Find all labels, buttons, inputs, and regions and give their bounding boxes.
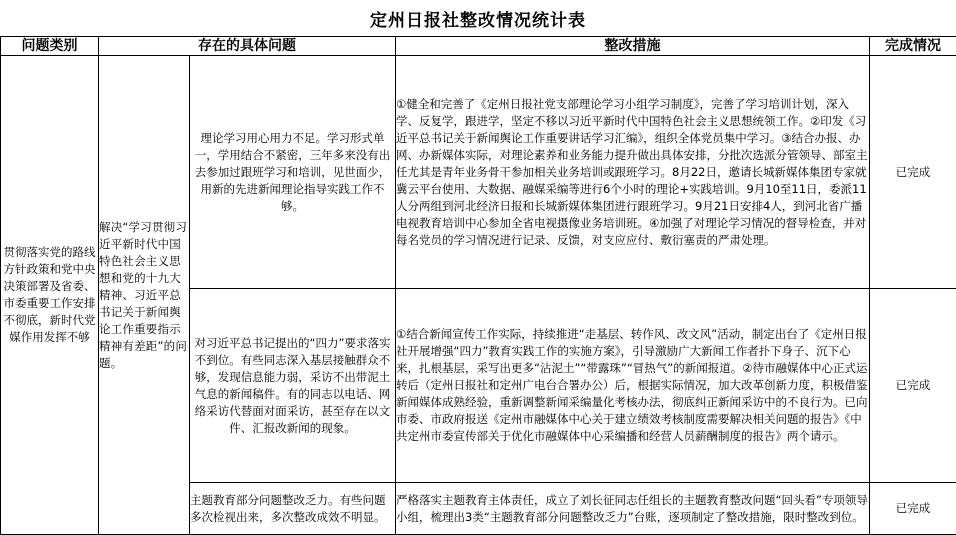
measures-cell: 严格落实主题教育主体责任，成立了刘长征同志任组长的主题教育整改问题“回头看”专项领导小组，梳理出3类“主题教育部分问题整改乏力”台账，逐项制定了整改措施，限时整改到位。 bbox=[396, 483, 870, 535]
problem-cell: 理论学习用心用力不足。学习形式单一，学用结合不紧密，三年多来没有出去参加过跟班学习和培训，见世面少，用新的先进新闻理论指导实践工作不够。 bbox=[190, 56, 396, 289]
category-cell: 贯彻落实党的路线方针政策和党中央决策部署及省委、市委重要工作安排不彻底，新时代党媒作用发挥不够 bbox=[1, 56, 99, 535]
table-row bbox=[1, 56, 956, 289]
measures-cell: ①结合新闻宣传工作实际，持续推进“走基层、转作风、改文风”活动，制定出台了《定州日报社开展增强“四力”教育实践工作的实施方案》，引导激励广大新闻工作者扑下身子、沉下心来，扎根基层，采写出更多“沾泥土”“带露珠”“冒热气”的新闻报道。②待市融媒体中心正式运转后（定州日报社和定州广电台合署办公）后，根据实际情况，加大改革创新力度，积极借鉴新闻媒体成熟经验，重新调整新闻采编量化考核办法，彻底纠正新闻采访中的不良行为。已向市委、市政府报送《定州市融媒体中心关于建立绩效考核制度需要解决相关问题的报告》《中共定州市委宣传部关于优化市融媒体中心采编播和经营人员薪酬制度的报告》两个请示。 bbox=[396, 289, 870, 483]
measures-cell: ①健全和完善了《定州日报社党支部理论学习小组学习制度》，完善了学习培训计划，深入学、反复学，跟进学，坚定不移以习近平新时代中国特色社会主义思想统领工作。②印发《习近平总书记关于新闻舆论工作重要讲话学习汇编》，组织全体党员集中学习。③结合办报、办网、办新媒体实际，对理论素养和业务能力提升做出具体安排，分批次选派分管领导、部室主任尤其是青年业务骨干参加相关业务培训或跟班学习。8月22日，邀请长城新媒体集团专家就冀云平台使用、大数据、融媒采编等进行6个小时的理论+实践培训。9月10至11日，委派11人分两组到河北经济日报和长城新媒体集团进行跟班学习。9月21日安排4人，到河北省广播电视教育培训中心参加全省电视摄像业务培训班。④加强了对理论学习情况的督导检查，并对每名党员的学习情况进行记录、反馈，对支应应付、敷衍塞责的严肃处理。 bbox=[396, 56, 870, 289]
status-cell: 已完成 bbox=[870, 289, 956, 483]
header-measures: 整改措施 bbox=[396, 37, 870, 56]
status-cell: 已完成 bbox=[870, 483, 956, 535]
status-cell: 已完成 bbox=[870, 56, 956, 289]
rectification-table bbox=[0, 36, 956, 535]
report-title: 定州日报社整改情况统计表 bbox=[0, 0, 956, 36]
header-category: 问题类别 bbox=[1, 37, 99, 56]
header-row bbox=[1, 37, 956, 56]
header-status: 完成情况 bbox=[870, 37, 956, 56]
subcategory-cell: 解决“学习贯彻习近平新时代中国特色社会主义思想和党的十九大精神、习近平总书记关于新闻舆论工作重要指示精神有差距”的问题。 bbox=[99, 56, 190, 535]
problem-cell: 主题教育部分问题整改乏力。有些问题多次检视出来，多次整改成效不明显。 bbox=[190, 483, 396, 535]
problem-cell: 对习近平总书记提出的“四力”要求落实不到位。有些同志深入基层接触群众不够，发现信息能力弱，采访不出带泥土气息的新闻稿件。有的同志以电话、网络采访代替面对面采访，甚至存在以文件、汇报改新闻的现象。 bbox=[190, 289, 396, 483]
header-problem: 存在的具体问题 bbox=[99, 37, 396, 56]
